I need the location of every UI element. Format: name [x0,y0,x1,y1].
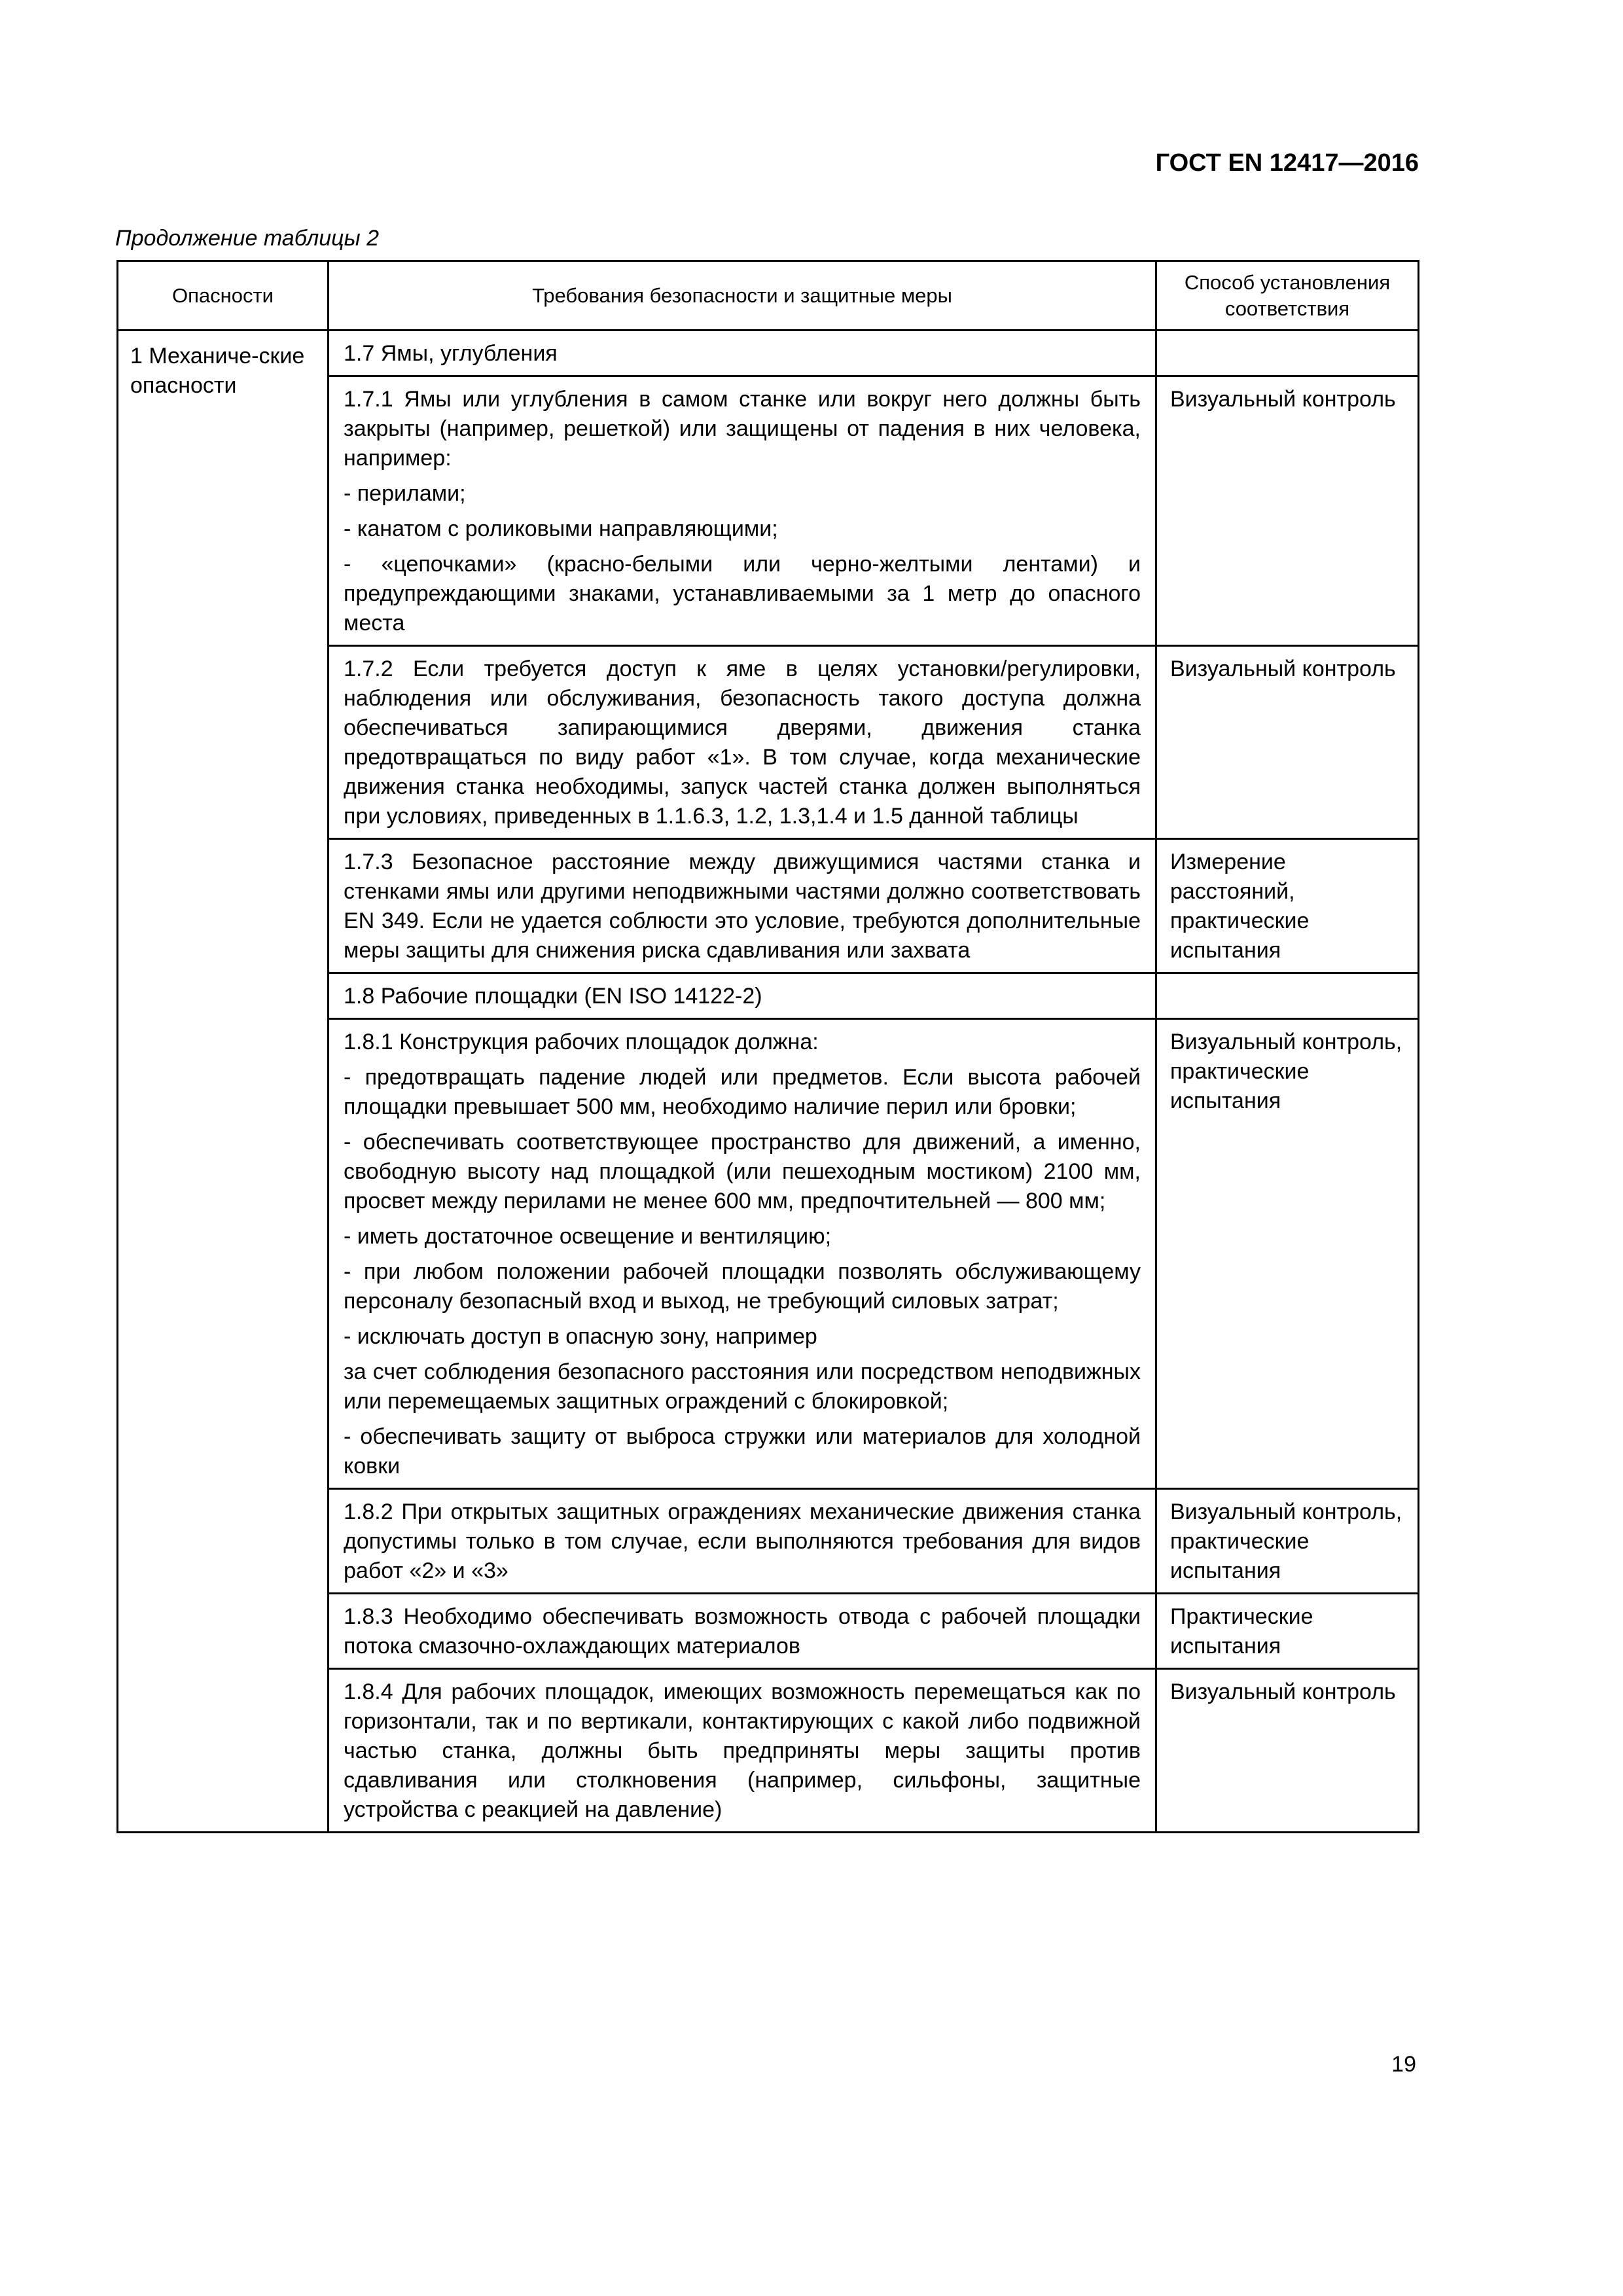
requirement-text: - канатом с роликовыми направляющими; [344,516,778,541]
standard-id: ГОСТ EN 12417—2016 [1155,149,1419,177]
requirement-text: 1.8.1 Конструкция рабочих площадок должна: [344,1030,819,1054]
requirement-text: - иметь достаточное освещение и вентиляцию; [344,1224,832,1249]
verification-cell: Практические испытания [1156,1594,1419,1669]
requirement-text: 1.8.3 Необходимо обеспечивать возможность отвода с рабочей площадки потока смазочно-охлаждающих материалов [344,1604,1141,1659]
verification-cell: Визуальный контроль, практические испытания [1156,1019,1419,1489]
requirement-cell [329,1669,1156,1833]
requirement-cell [329,376,1156,646]
hazard-cell: 1 Механиче-ские опасности [118,331,329,1833]
requirement-text: - предотвращать падение людей или предметов. Если высота рабочей площадки превышает 500 мм, необходимо наличие перил или бровки; [344,1065,1141,1119]
table-header-row [118,261,1419,331]
requirement-cell [329,839,1156,973]
table-body [118,331,1419,1833]
requirement-text: за счет соблюдения безопасного расстояния или посредством неподвижных или перемещаемых защитных ограждений с блокировкой; [344,1359,1141,1414]
requirement-text: - обеспечивать защиту от выброса стружки или материалов для холодной ковки [344,1424,1141,1479]
verification-cell [1156,973,1419,1019]
requirement-cell [329,1489,1156,1594]
requirement-text: 1.8.2 При открытых защитных ограждениях механические движения станка допустимы только в том случае, если выполняются требования для видов работ «2» и «3» [344,1499,1141,1583]
column-header-hazards: Опасности [118,261,329,331]
requirement-text: 1.7.3 Безопасное расстояние между движущимися частями станка и стенками ямы или другими неподвижными частями должно соответствовать EN 349. Если не удается соблюсти это условие, требуются дополнительные меры защиты для снижения риска сдавливания или захвата [344,850,1141,963]
requirement-text: - при любом положении рабочей площадки позволять обслуживающему персоналу безопасный вход и выход, не требующий силовых затрат; [344,1259,1141,1314]
requirement-text: 1.7.2 Если требуется доступ к яме в целях установки/регулировки, наблюдения или обслуживания, безопасность такого доступа должна обеспечиваться запирающимися дверями, движения станка предотвращаться по виду работ «1». В том случае, когда механические движения станка необходимы, запуск частей станка должен выполняться при условиях, приведенных в 1.1.6.3, 1.2, 1.3,1.4 и 1.5 данной таблицы [344,656,1141,829]
requirement-text: - перилами; [344,481,466,506]
requirement-text: 1.7.1 Ямы или углубления в самом станке или вокруг него должны быть закрыты (например, решеткой) или защищены от падения в них человека, например: [344,387,1141,471]
requirement-cell [329,646,1156,839]
requirement-text: 1.8.4 Для рабочих площадок, имеющих возможность перемещаться как по горизонтали, так и по вертикали, контактирующих с какой либо подвижной частью станка, должны быть предприняты меры защиты против сдавливания или столкновения (например, сильфоны, защитные устройства с реакцией на давление) [344,1679,1141,1822]
column-header-requirements: Требования безопасности и защитные меры [329,261,1156,331]
page-number: 19 [1391,2052,1416,2077]
requirement-text: - «цепочками» (красно-белыми или черно-желтыми лентами) и предупреждающими знаками, устанавливаемыми за 1 метр до опасного места [344,552,1141,636]
verification-cell: Визуальный контроль [1156,376,1419,646]
verification-cell: Измерение расстояний, практические испытания [1156,839,1419,973]
verification-cell: Визуальный контроль [1156,1669,1419,1833]
section-heading: 1.7 Ямы, углубления [329,331,1156,376]
verification-cell: Визуальный контроль [1156,646,1419,839]
table-row [118,331,1419,376]
table-caption: Продолжение таблицы 2 [115,226,379,251]
requirement-cell [329,1019,1156,1489]
section-heading: 1.8 Рабочие площадки (EN ISO 14122-2) [329,973,1156,1019]
verification-cell: Визуальный контроль, практические испытания [1156,1489,1419,1594]
column-header-verification: Способ установления соответствия [1156,261,1419,331]
requirement-text: - исключать доступ в опасную зону, например [344,1324,817,1349]
requirement-text: - обеспечивать соответствующее пространство для движений, а именно, свободную высоту над площадкой (или пешеходным мостиком) 2100 мм, просвет между перилами не менее 600 мм, предпочтительней — 800 мм; [344,1130,1141,1213]
requirement-cell [329,1594,1156,1669]
verification-cell [1156,331,1419,376]
requirements-table [116,260,1419,1833]
